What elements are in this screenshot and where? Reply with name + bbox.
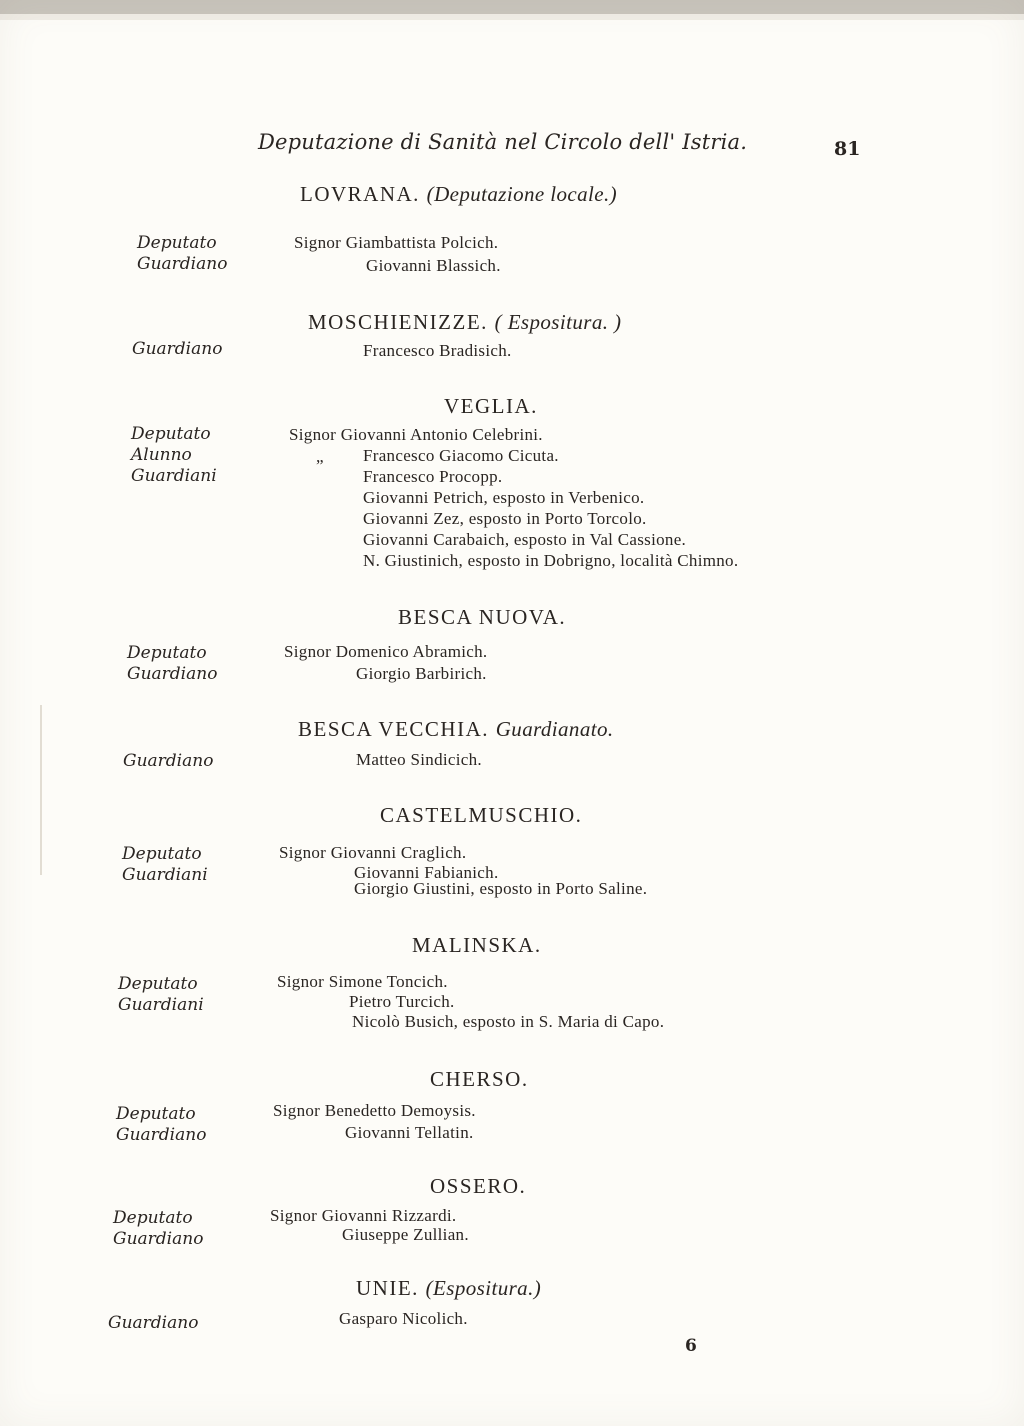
role-label: Deputato — [131, 424, 211, 444]
section-heading-malinska — [412, 933, 542, 958]
role-label: Guardiano — [116, 1125, 207, 1145]
section-note: Guardianato. — [495, 717, 614, 741]
roles-unie — [108, 1313, 198, 1334]
entry-line: Signor Simone Toncich. — [277, 972, 448, 991]
role-label: Deputato — [113, 1208, 193, 1228]
role-label: Guardiano — [123, 751, 214, 771]
ditto-mark: „ — [316, 447, 324, 466]
role-label: Alunno — [131, 445, 192, 465]
spine-shadow — [40, 705, 42, 875]
entry-line: Francesco Procopp. — [363, 467, 503, 486]
roles-malinska — [118, 974, 204, 1016]
entry-line: Giorgio Giustini, esposto in Porto Saline. — [354, 879, 648, 898]
section-name: BESCA VECCHIA. — [298, 717, 489, 741]
entry-line: Giovanni Zez, esposto in Porto Torcolo. — [363, 509, 647, 528]
section-note: (Espositura.) — [425, 1276, 542, 1300]
entry-line: Signor Giovanni Craglich. — [279, 843, 467, 862]
role-label: Guardiani — [118, 995, 204, 1015]
section-heading-cherso — [430, 1067, 529, 1092]
section-note: (Deputazione locale.) — [426, 182, 618, 206]
role-label: Deputato — [122, 844, 202, 864]
entry-line: Giuseppe Zullian. — [342, 1225, 469, 1244]
section-note: ( Espositura. ) — [494, 310, 622, 334]
entry-line: Signor Domenico Abramich. — [284, 642, 488, 661]
entry-line: Giovanni Tellatin. — [345, 1123, 474, 1142]
entry-line: Giovanni Blassich. — [366, 256, 501, 275]
section-name: UNIE. — [356, 1276, 419, 1300]
roles-moschienizze — [132, 339, 222, 360]
entry-line: Giorgio Barbirich. — [356, 664, 487, 683]
roles-cherso — [116, 1104, 206, 1146]
entry-line: N. Giustinich, esposto in Dobrigno, località Chimno. — [363, 551, 739, 570]
entry-line: Signor Giambattista Polcich. — [294, 233, 499, 252]
section-heading-besca-vecchia — [298, 717, 614, 742]
entry-line: Francesco Giacomo Cicuta. — [363, 446, 559, 465]
entry-line: Giovanni Fabianich. — [354, 863, 499, 882]
role-label: Deputato — [118, 974, 198, 994]
role-label: Deputato — [137, 233, 217, 253]
section-heading-moschienizze — [308, 310, 621, 335]
roles-besca-nuova — [127, 643, 217, 685]
section-name: MALINSKA. — [412, 933, 542, 957]
entry-line: Giovanni Carabaich, esposto in Val Cassione. — [363, 530, 687, 549]
role-label: Deputato — [127, 643, 207, 663]
running-title: Deputazione di Sanità nel Circolo dell' Istria. — [258, 130, 748, 154]
entry-line: Giovanni Petrich, esposto in Verbenico. — [363, 488, 645, 507]
role-label: Guardiano — [108, 1313, 199, 1333]
section-name: LOVRANA. — [300, 182, 420, 206]
entry-line: Signor Giovanni Antonio Celebrini. — [289, 425, 543, 444]
entry-line: Francesco Bradisich. — [363, 341, 512, 360]
roles-lovrana — [137, 233, 227, 275]
role-label: Guardiani — [122, 865, 208, 885]
entry-line: Signor Giovanni Rizzardi. — [270, 1206, 457, 1225]
section-name: VEGLIA. — [444, 394, 538, 418]
section-name: CHERSO. — [430, 1067, 529, 1091]
roles-ossero — [113, 1208, 203, 1250]
entry-line: Nicolò Busich, esposto in S. Maria di Capo. — [352, 1012, 665, 1031]
section-name: MOSCHIENIZZE. — [308, 310, 488, 334]
role-label: Guardiani — [131, 466, 217, 486]
role-label: Deputato — [116, 1104, 196, 1124]
roles-veglia — [131, 424, 217, 487]
role-label: Guardiano — [132, 339, 223, 359]
role-label: Guardiano — [127, 664, 218, 684]
section-heading-lovrana — [300, 182, 617, 207]
entry-line: Pietro Turcich. — [349, 992, 455, 1011]
section-name: BESCA NUOVA. — [398, 605, 567, 629]
entry-line: Matteo Sindicich. — [356, 750, 482, 769]
entry-line: Signor Benedetto Demoysis. — [273, 1101, 476, 1120]
section-heading-veglia — [444, 394, 538, 419]
page-top-band — [0, 0, 1024, 14]
section-heading-unie — [356, 1276, 541, 1301]
signature-mark: 6 — [685, 1336, 697, 1356]
section-heading-ossero — [430, 1174, 526, 1199]
section-name: OSSERO. — [430, 1174, 527, 1198]
role-label: Guardiano — [113, 1229, 204, 1249]
section-name: CASTELMUSCHIO. — [380, 803, 583, 827]
roles-castelmuschio — [122, 844, 208, 886]
role-label: Guardiano — [137, 254, 228, 274]
page-number: 81 — [834, 138, 861, 160]
section-heading-besca-nuova — [398, 605, 566, 630]
roles-besca-vecchia — [123, 751, 213, 772]
entry-line: Gasparo Nicolich. — [339, 1309, 468, 1328]
section-heading-castelmuschio — [380, 803, 582, 828]
